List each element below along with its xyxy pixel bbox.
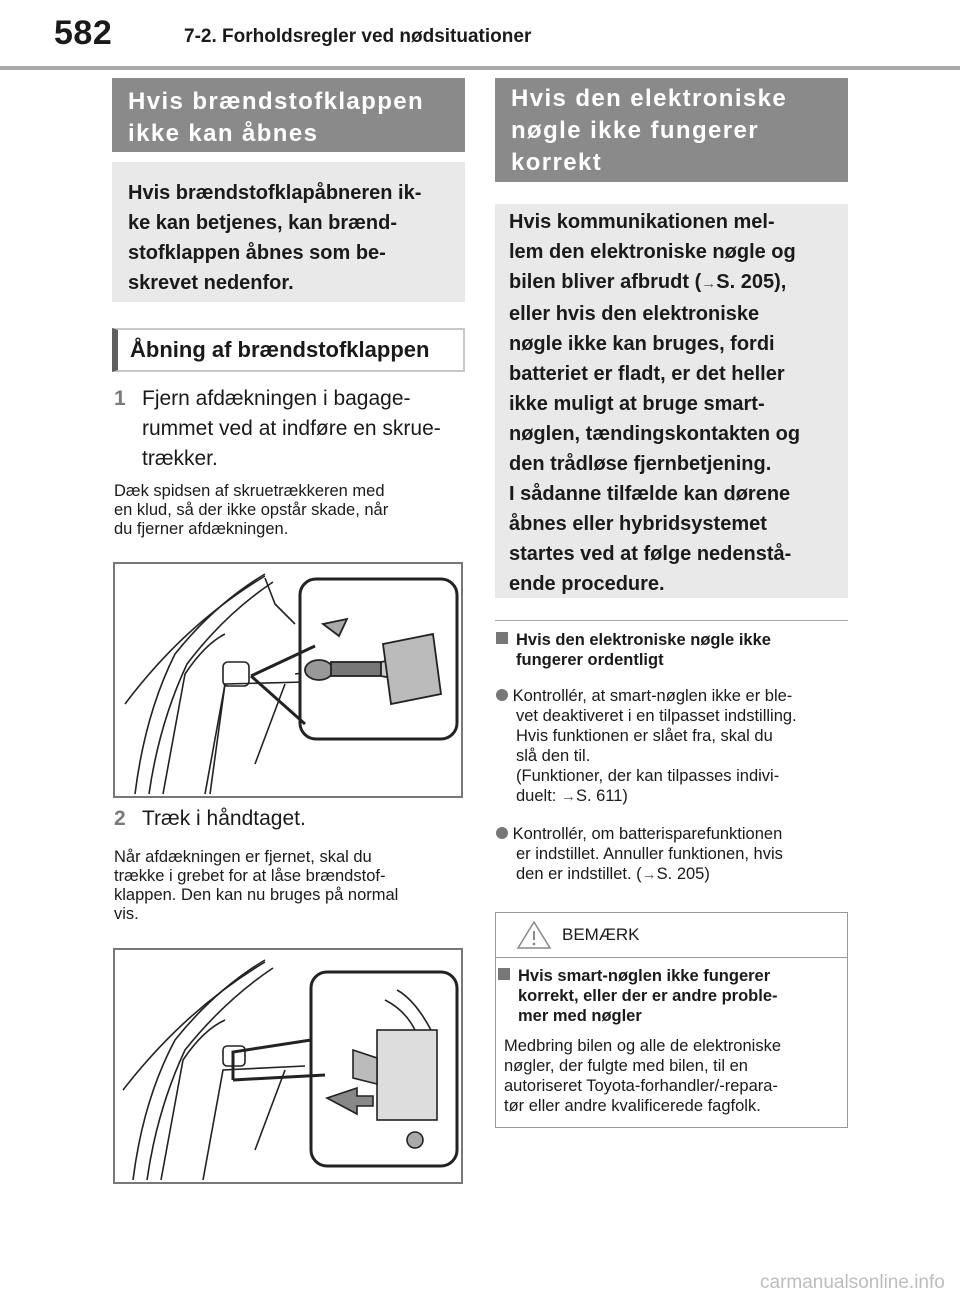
notice-header	[496, 913, 847, 958]
circle-bullet-icon	[496, 827, 508, 839]
reference-arrow-icon: →	[641, 866, 657, 883]
reference-arrow-icon: →	[560, 788, 576, 805]
bullet-item-check-setting: Kontrollér, at smart-nøglen ikke er ble- vet deaktiveret i en tilpasset indstilling. Hvis funktionen er slået fra, skal du slå den til. (Funktioner, der kan tilpasses indivi- duelt: →S. 611)	[496, 686, 854, 807]
step-2: 2 Træk i håndtaget.	[114, 804, 464, 834]
section-title-fuel-door: Hvis brændstofklappen ikke kan åbnes	[112, 78, 465, 152]
subheading-open-fuel-door: Åbning af brændstofklappen	[112, 328, 465, 372]
step-number: 2	[114, 807, 126, 830]
circle-bullet-icon	[496, 689, 508, 701]
page-reference-link[interactable]: S. 205)	[656, 865, 710, 883]
header-rule	[0, 66, 960, 70]
notice-box	[495, 912, 848, 1128]
page-reference-link[interactable]: S. 611)	[575, 787, 628, 805]
step-number: 1	[114, 387, 126, 410]
intro-box-fuel-door: Hvis brændstofklapåbneren ik- ke kan betjenes, kan brænd- stofklappen åbnes som be- skrevet nedenfor.	[112, 162, 465, 302]
intro-box-electronic-key: Hvis kommunikationen mel- lem den elektroniske nøgle og bilen bliver afbrudt (→S. 205), eller hvis den elektroniske nøgle ikke kan bruges, fordi batteriet er fladt, er det heller ikke muligt at bruge smart- nøglen, tændingskontakten og den trådløse fjernbetjening. I sådanne tilfælde kan dørene åbnes eller hybridsystemet startes ved at følge nedenstå- ende procedure.	[495, 204, 848, 598]
bullet-item-battery-saver: Kontrollér, om batterisparefunktionen er indstillet. Annuller funktionen, hvis den er indstillet. (→S. 205)	[496, 824, 854, 885]
step-2-note: Når afdækningen er fjernet, skal du trække i grebet for at låse brændstof- klappen. Den kan nu bruges på normal vis.	[114, 848, 399, 923]
square-bullet-icon	[496, 632, 508, 644]
warning-triangle-icon	[516, 920, 552, 950]
section-divider	[495, 620, 848, 621]
reference-arrow-icon: →	[701, 275, 717, 292]
bullet-heading: Hvis den elektroniske nøgle ikke fungerer ordentligt	[496, 630, 851, 670]
page-reference-link[interactable]: S. 205),	[716, 271, 787, 293]
notice-heading: Hvis smart-nøglen ikke fungerer korrekt, eller der er andre proble- mer med nøgler	[496, 958, 847, 1026]
notice-label: BEMÆRK	[562, 925, 640, 944]
illustration-pull-lever	[113, 948, 463, 1184]
illustration-screwdriver-cover	[113, 562, 463, 798]
lever-drawing	[115, 950, 461, 1182]
section-title-electronic-key: Hvis den elektroniske nøgle ikke fungerer korrekt	[495, 78, 848, 182]
step-1-note: Dæk spidsen af skruetrækkeren med en klud, så der ikke opstår skade, når du fjerner afdækningen.	[114, 482, 389, 538]
trunk-cover-drawing	[115, 564, 461, 796]
square-bullet-icon	[498, 968, 510, 980]
watermark: carmanualsonline.info	[760, 1272, 945, 1293]
chapter-title: 7-2. Forholdsregler ved nødsituationer	[184, 26, 532, 47]
step-1: 1 Fjern afdækningen i bagage- rummet ved at indføre en skrue- trækker.	[114, 384, 464, 474]
page-number: 582	[54, 14, 113, 52]
notice-body: Medbring bilen og alle de elektroniske nøgler, der fulgte med bilen, til en autoriseret Toyota-forhandler/-repara- tør eller andre kvalificerede fagfolk.	[504, 1037, 782, 1115]
